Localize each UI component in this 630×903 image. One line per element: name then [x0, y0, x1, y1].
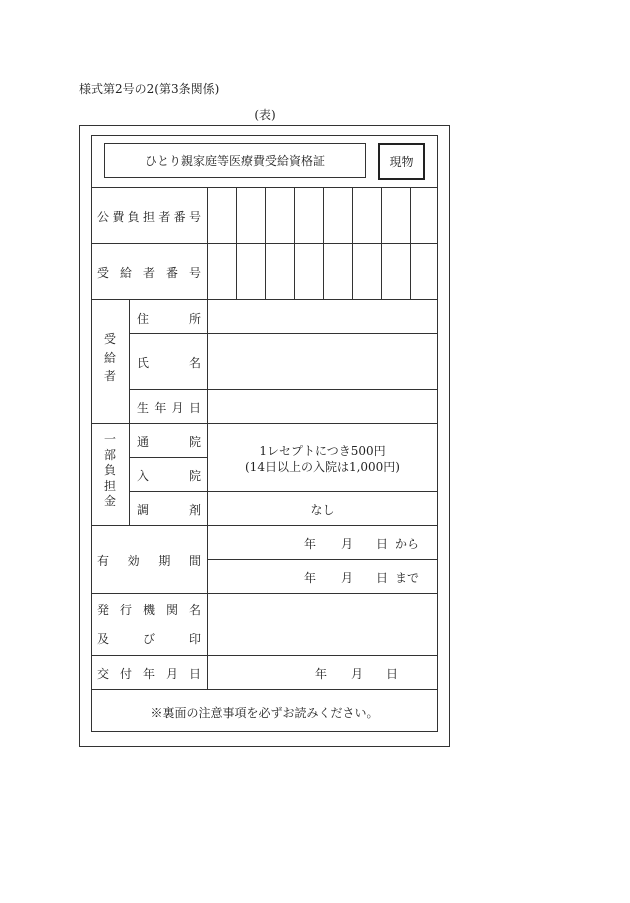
valid-to-field[interactable]: 年 月 日 まで [304, 571, 420, 585]
issuer-seal-label: 及 び 印 [97, 632, 201, 646]
copay-amount: 1レセプトにつき500円 [259, 444, 386, 458]
card-title: ひとり親家庭等医療費受給資格証 [104, 143, 366, 178]
address-label: 住 所 [137, 312, 201, 326]
name-label: 氏 名 [137, 356, 201, 370]
copay-inpatient-note: (14日以上の入院は1,000円) [245, 460, 400, 474]
inpatient-label: 入 院 [137, 469, 201, 483]
stamp-box: 現物 [378, 143, 425, 180]
divider [129, 457, 207, 458]
issuer-label: 発 行 機 関 名 [97, 603, 201, 617]
footer-note: ※裏面の注意事項を必ずお読みください。 [150, 706, 379, 720]
recipient-group-label: 受 給 者 [103, 332, 116, 384]
divider [129, 491, 438, 492]
valid-from-field[interactable]: 年 月 日 から [304, 537, 420, 551]
issue-date-label: 交 付 年 月 日 [97, 667, 201, 681]
issuer-field[interactable] [208, 594, 437, 654]
side-label: (表) [254, 108, 276, 122]
birth-date-field[interactable] [208, 390, 437, 422]
recipient-number-field[interactable] [208, 244, 437, 298]
issue-date-field[interactable]: 年 月 日 [315, 667, 399, 681]
divider [91, 689, 438, 690]
name-field[interactable] [208, 334, 437, 388]
divider [129, 299, 130, 525]
address-field[interactable] [208, 300, 437, 332]
payer-number-label: 公 費 負 担 者 番 号 [97, 210, 201, 224]
birth-date-label: 生 年 月 日 [137, 401, 201, 415]
payer-number-field[interactable] [208, 188, 437, 242]
pharmacy-value: なし [310, 503, 335, 517]
pharmacy-label: 調 剤 [137, 503, 201, 517]
validity-label: 有 効 期 間 [97, 554, 201, 568]
form-number: 様式第2号の2(第3条関係) [79, 82, 220, 96]
copay-group-label: 一 部 負 担 金 [103, 432, 116, 509]
recipient-number-label: 受 給 者 番 号 [97, 266, 201, 280]
divider [91, 423, 438, 424]
outpatient-label: 通 院 [137, 435, 201, 449]
